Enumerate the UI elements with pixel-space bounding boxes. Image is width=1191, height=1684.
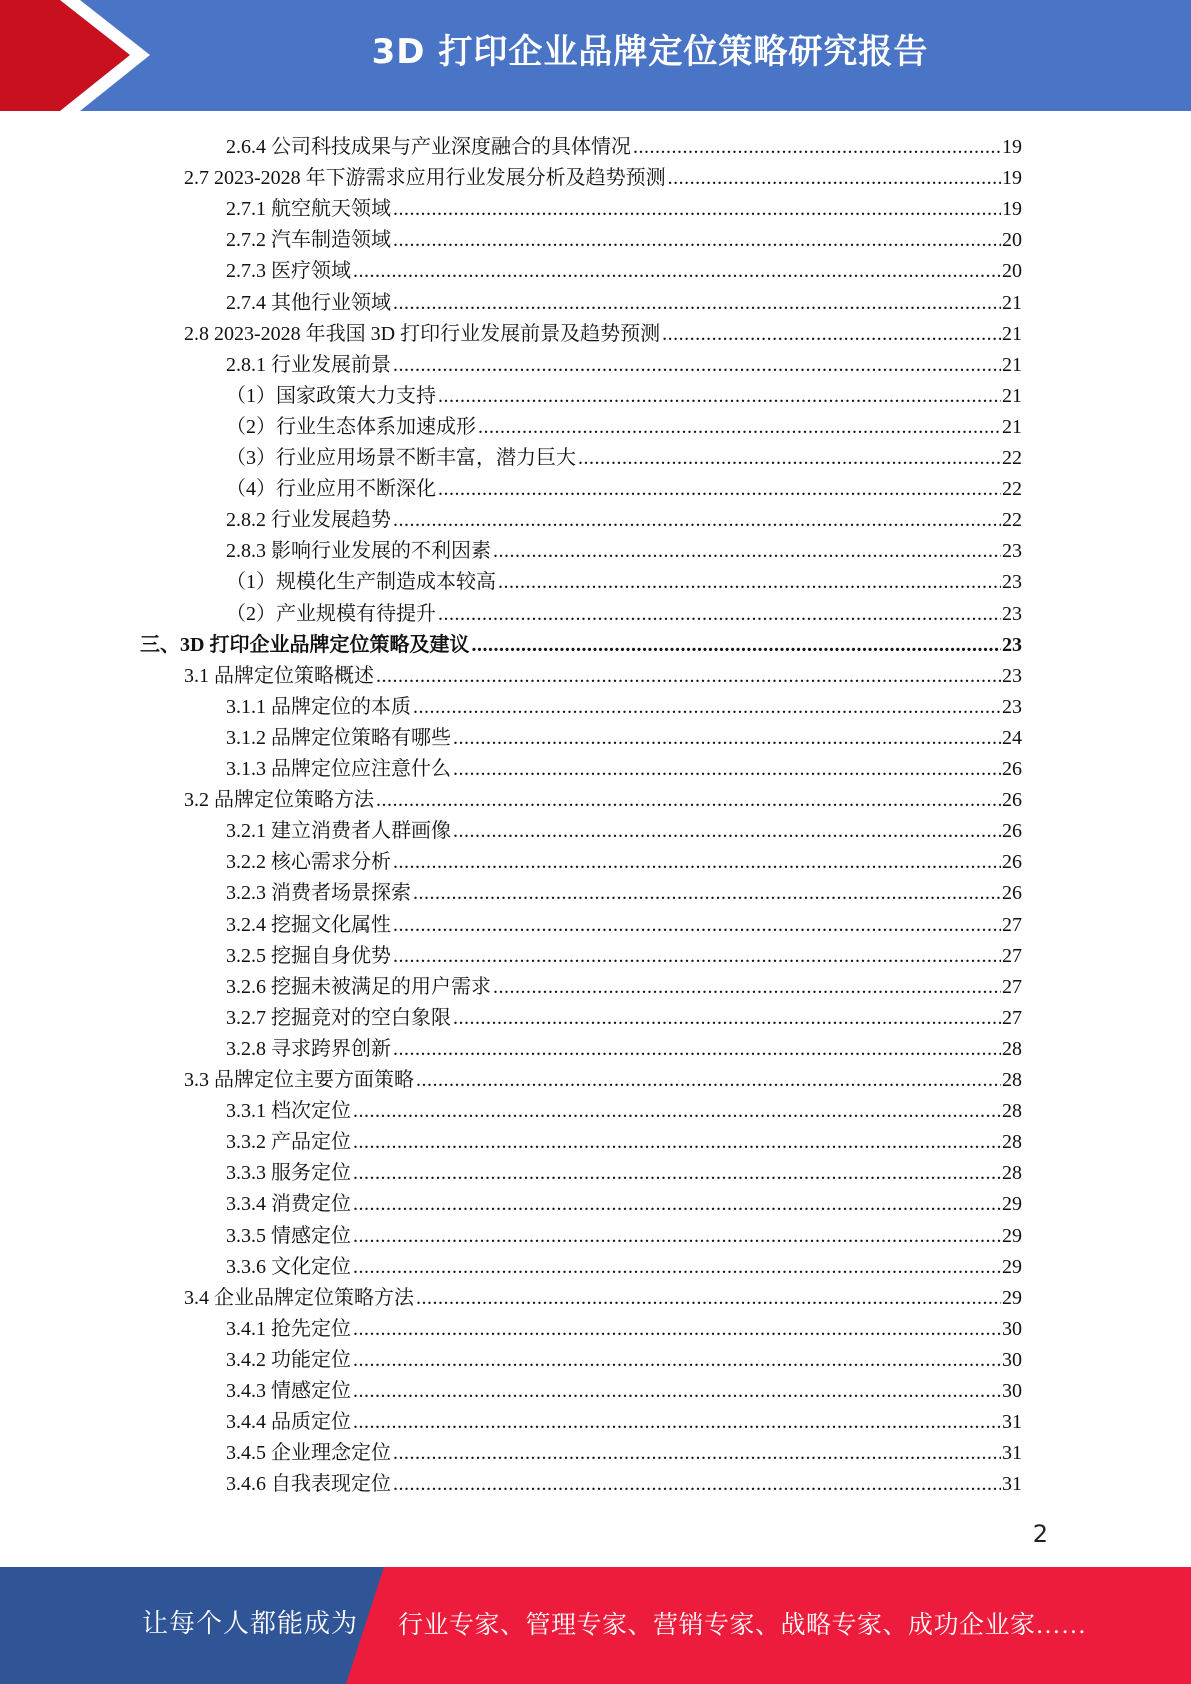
toc-entry-page: 23 bbox=[1002, 633, 1022, 656]
toc-entry-label: 3.2.2 核心需求分析 bbox=[226, 851, 391, 874]
toc-entry-page: 31 bbox=[1002, 1473, 1022, 1496]
toc-entry-page: 23 bbox=[1002, 540, 1022, 563]
toc-dot-leader bbox=[438, 477, 1001, 501]
toc-dot-leader bbox=[393, 1441, 1001, 1465]
toc-entry-label: （1）规模化生产制造成本较高 bbox=[226, 571, 496, 594]
toc-dot-leader bbox=[353, 1255, 1001, 1279]
toc-dot-leader bbox=[376, 664, 1001, 688]
toc-dot-leader bbox=[453, 726, 1001, 750]
toc-entry[interactable] bbox=[226, 1185, 1022, 1216]
toc-entry-page: 20 bbox=[1002, 260, 1022, 283]
toc-entry[interactable] bbox=[226, 999, 1022, 1030]
toc-entry-label: 3.1.2 品牌定位策略有哪些 bbox=[226, 726, 451, 749]
toc-entry[interactable] bbox=[226, 439, 1022, 470]
toc-entry-label: （4）行业应用不断深化 bbox=[226, 478, 436, 501]
toc-entry[interactable] bbox=[226, 1248, 1022, 1279]
toc-entry-page: 27 bbox=[1002, 975, 1022, 998]
toc-entry-page: 27 bbox=[1002, 1006, 1022, 1029]
toc-entry[interactable] bbox=[226, 968, 1022, 999]
toc-entry-page: 30 bbox=[1002, 1348, 1022, 1371]
toc-entry-page: 26 bbox=[1002, 882, 1022, 905]
toc-dot-leader bbox=[353, 1224, 1001, 1248]
toc-entry-label: 3.2.5 挖掘自身优势 bbox=[226, 944, 391, 967]
toc-entry[interactable] bbox=[184, 657, 1022, 688]
toc-entry-label: 3.4.2 功能定位 bbox=[226, 1348, 351, 1371]
toc-entry[interactable] bbox=[226, 252, 1022, 283]
toc-entry[interactable] bbox=[226, 284, 1022, 315]
toc-entry-page: 29 bbox=[1002, 1224, 1022, 1247]
toc-entry[interactable] bbox=[226, 812, 1022, 843]
toc-entry-label: 2.7.1 航空航天领域 bbox=[226, 198, 391, 221]
toc-entry[interactable] bbox=[226, 377, 1022, 408]
toc-entry-page: 29 bbox=[1002, 1193, 1022, 1216]
toc-entry-page: 27 bbox=[1002, 913, 1022, 936]
toc-entry[interactable] bbox=[184, 159, 1022, 190]
toc-dot-leader bbox=[376, 788, 1001, 812]
toc-dot-leader bbox=[393, 291, 1001, 315]
toc-entry-page: 31 bbox=[1002, 1442, 1022, 1465]
toc-dot-leader bbox=[578, 446, 1001, 470]
toc-dot-leader bbox=[353, 1379, 1001, 1403]
toc-entry-label: 3.2.6 挖掘未被满足的用户需求 bbox=[226, 975, 491, 998]
page-number: 2 bbox=[1032, 1520, 1048, 1548]
toc-dot-leader bbox=[353, 1317, 1001, 1341]
toc-dot-leader bbox=[353, 1192, 1001, 1216]
toc-dot-leader bbox=[438, 384, 1001, 408]
toc-entry-page: 21 bbox=[1002, 384, 1022, 407]
toc-entry-label: 3.2.4 挖掘文化属性 bbox=[226, 913, 391, 936]
toc-entry-label: 3.4.1 抢先定位 bbox=[226, 1317, 351, 1340]
toc-entry-label: 3.3 品牌定位主要方面策略 bbox=[184, 1069, 414, 1091]
toc-entry[interactable] bbox=[226, 1372, 1022, 1403]
toc-entry-page: 21 bbox=[1002, 415, 1022, 438]
toc-entry-label: 3.2.3 消费者场景探索 bbox=[226, 882, 411, 905]
toc-entry[interactable] bbox=[184, 315, 1022, 346]
toc-entry-page: 19 bbox=[1002, 198, 1022, 221]
toc-entry[interactable] bbox=[226, 346, 1022, 377]
toc-entry-page: 19 bbox=[1002, 167, 1022, 190]
toc-entry-page: 28 bbox=[1002, 1131, 1022, 1154]
toc-dot-leader bbox=[353, 1410, 1001, 1434]
toc-entry-label: 2.6.4 公司科技成果与产业深度融合的具体情况 bbox=[226, 136, 631, 158]
toc-entry[interactable] bbox=[226, 1465, 1022, 1496]
toc-entry[interactable] bbox=[226, 1310, 1022, 1341]
toc-entry-page: 29 bbox=[1002, 1255, 1022, 1278]
toc-dot-leader bbox=[353, 1099, 1001, 1123]
toc-entry-label: 2.7.2 汽车制造领域 bbox=[226, 229, 391, 252]
toc-entry-label: 3.4.6 自我表现定位 bbox=[226, 1473, 391, 1496]
toc-entry-page: 21 bbox=[1002, 291, 1022, 314]
header-arrow-decoration bbox=[0, 0, 160, 111]
toc-entry-label: （3）行业应用场景不断丰富，潜力巨大 bbox=[226, 447, 576, 469]
toc-dot-leader bbox=[353, 1348, 1001, 1372]
toc-entry-page: 23 bbox=[1002, 695, 1022, 718]
toc-dot-leader bbox=[493, 539, 1001, 563]
toc-entry-label: 3.2.8 寻求跨界创新 bbox=[226, 1037, 391, 1060]
toc-entry[interactable] bbox=[226, 1403, 1022, 1434]
toc-entry[interactable] bbox=[226, 1154, 1022, 1185]
toc-dot-leader bbox=[393, 508, 1001, 532]
toc-entry-label: 3.2 品牌定位策略方法 bbox=[184, 789, 374, 812]
toc-entry[interactable] bbox=[226, 1341, 1022, 1372]
toc-dot-leader bbox=[393, 944, 1001, 968]
toc-entry-label: 3.3.6 文化定位 bbox=[226, 1255, 351, 1278]
toc-dot-leader bbox=[393, 197, 1001, 221]
toc-entry-page: 28 bbox=[1002, 1100, 1022, 1123]
toc-entry-label: 3.1.3 品牌定位应注意什么 bbox=[226, 758, 451, 780]
toc-entry-page: 29 bbox=[1002, 1286, 1022, 1309]
toc-entry-page: 23 bbox=[1002, 602, 1022, 625]
toc-entry-label: （2）行业生态体系加速成形 bbox=[226, 415, 476, 438]
toc-dot-leader bbox=[471, 633, 1001, 657]
toc-entry[interactable] bbox=[226, 1092, 1022, 1123]
report-title: 3D 打印企业品牌定位策略研究报告 bbox=[371, 32, 929, 72]
toc-entry[interactable] bbox=[226, 843, 1022, 874]
toc-entry[interactable] bbox=[226, 190, 1022, 221]
toc-dot-leader bbox=[393, 913, 1001, 937]
toc-dot-leader bbox=[493, 975, 1001, 999]
toc-entry-page: 31 bbox=[1002, 1411, 1022, 1434]
toc-entry[interactable] bbox=[226, 1434, 1022, 1465]
toc-entry-label: 2.8.3 影响行业发展的不利因素 bbox=[226, 540, 491, 563]
toc-entry-label: 三、3D 打印企业品牌定位策略及建议 bbox=[140, 633, 470, 656]
toc-entry[interactable] bbox=[184, 1279, 1022, 1310]
toc-entry-label: 3.1 品牌定位策略概述 bbox=[184, 664, 374, 687]
toc-entry-label: 3.4 企业品牌定位策略方法 bbox=[184, 1286, 414, 1309]
toc-chapter-entry[interactable] bbox=[140, 626, 1022, 657]
toc-entry[interactable] bbox=[226, 688, 1022, 719]
toc-dot-leader bbox=[416, 1068, 1001, 1092]
toc-entry-page: 24 bbox=[1002, 726, 1022, 749]
toc-entry-page: 27 bbox=[1002, 944, 1022, 967]
toc-entry-label: 3.2.7 挖掘竞对的空白象限 bbox=[226, 1006, 451, 1029]
toc-entry[interactable] bbox=[226, 563, 1022, 594]
toc-dot-leader bbox=[478, 415, 1001, 439]
toc-entry-page: 21 bbox=[1002, 353, 1022, 376]
toc-entry-label: 3.3.3 服务定位 bbox=[226, 1162, 351, 1185]
footer-slogan-right: 行业专家、管理专家、营销专家、战略专家、成功企业家…… bbox=[398, 1612, 1087, 1639]
toc-entry-label: 3.4.3 情感定位 bbox=[226, 1380, 351, 1402]
toc-entry-label: 2.7.3 医疗领域 bbox=[226, 260, 351, 283]
toc-entry-label: 3.3.4 消费定位 bbox=[226, 1193, 351, 1216]
toc-entry[interactable] bbox=[226, 874, 1022, 905]
toc-entry-page: 22 bbox=[1002, 447, 1022, 469]
toc-dot-leader bbox=[413, 881, 1001, 905]
footer-slogan-left: 让每个人都能成为 bbox=[142, 1609, 359, 1638]
toc-entry[interactable] bbox=[226, 128, 1022, 159]
toc-entry-page: 23 bbox=[1002, 664, 1022, 687]
toc-entry-label: 2.8.1 行业发展前景 bbox=[226, 353, 391, 376]
toc-entry[interactable] bbox=[226, 221, 1022, 252]
toc-dot-leader bbox=[633, 135, 1001, 159]
toc-dot-leader bbox=[453, 1006, 1001, 1030]
toc-entry[interactable] bbox=[226, 532, 1022, 563]
toc-dot-leader bbox=[416, 1286, 1001, 1310]
toc-dot-leader bbox=[498, 570, 1001, 594]
toc-entry[interactable] bbox=[226, 750, 1022, 781]
toc-entry-label: 3.1.1 品牌定位的本质 bbox=[226, 695, 411, 718]
toc-entry-label: 2.7.4 其他行业领域 bbox=[226, 291, 391, 314]
toc-entry[interactable] bbox=[184, 1061, 1022, 1092]
toc-dot-leader bbox=[353, 259, 1001, 283]
toc-entry-page: 20 bbox=[1002, 229, 1022, 252]
toc-entry-page: 30 bbox=[1002, 1317, 1022, 1340]
toc-entry-label: （1）国家政策大力支持 bbox=[226, 384, 436, 407]
report-header bbox=[0, 0, 1191, 111]
toc-entry-page: 22 bbox=[1002, 509, 1022, 532]
toc-entry-label: 3.3.1 档次定位 bbox=[226, 1100, 351, 1123]
toc-entry-page: 28 bbox=[1002, 1162, 1022, 1185]
toc-entry[interactable] bbox=[226, 906, 1022, 937]
toc-entry[interactable] bbox=[226, 408, 1022, 439]
toc-entry[interactable] bbox=[226, 595, 1022, 626]
toc-dot-leader bbox=[393, 850, 1001, 874]
toc-dot-leader bbox=[393, 1037, 1001, 1061]
toc-dot-leader bbox=[438, 602, 1001, 626]
toc-entry[interactable] bbox=[226, 719, 1022, 750]
toc-entry-page: 26 bbox=[1002, 851, 1022, 874]
toc-entry[interactable] bbox=[184, 781, 1022, 812]
toc-entry-label: 3.4.5 企业理念定位 bbox=[226, 1442, 391, 1465]
toc-dot-leader bbox=[393, 228, 1001, 252]
toc-dot-leader bbox=[662, 322, 1001, 346]
toc-entry-page: 30 bbox=[1002, 1380, 1022, 1402]
toc-dot-leader bbox=[453, 819, 1001, 843]
toc-entry-label: 3.3.5 情感定位 bbox=[226, 1224, 351, 1247]
toc-dot-leader bbox=[353, 1161, 1001, 1185]
report-footer bbox=[0, 1567, 1191, 1684]
toc-dot-leader bbox=[353, 1130, 1001, 1154]
toc-entry[interactable] bbox=[226, 501, 1022, 532]
toc-entry-page: 23 bbox=[1002, 571, 1022, 594]
toc-entry[interactable] bbox=[226, 1217, 1022, 1248]
toc-entry[interactable] bbox=[226, 470, 1022, 501]
toc-entry-page: 21 bbox=[1002, 322, 1022, 345]
toc-entry-label: 3.2.1 建立消费者人群画像 bbox=[226, 820, 451, 843]
toc-dot-leader bbox=[453, 757, 1001, 781]
toc-entry[interactable] bbox=[226, 1123, 1022, 1154]
toc-entry-label: 2.7 2023-2028 年下游需求应用行业发展分析及趋势预测 bbox=[184, 167, 666, 190]
toc-entry-label: 3.3.2 产品定位 bbox=[226, 1131, 351, 1154]
toc-entry-label: 3.4.4 品质定位 bbox=[226, 1411, 351, 1434]
toc-dot-leader bbox=[393, 353, 1001, 377]
toc-entry[interactable] bbox=[226, 937, 1022, 968]
toc-entry-page: 26 bbox=[1002, 820, 1022, 843]
toc-entry-page: 28 bbox=[1002, 1037, 1022, 1060]
toc-entry-label: 2.8.2 行业发展趋势 bbox=[226, 509, 391, 532]
toc-dot-leader bbox=[668, 166, 1001, 190]
toc-entry-page: 26 bbox=[1002, 789, 1022, 812]
toc-dot-leader bbox=[393, 1472, 1001, 1496]
toc-entry-page: 22 bbox=[1002, 478, 1022, 501]
toc-entry-label: （2）产业规模有待提升 bbox=[226, 602, 436, 625]
toc-entry-page: 26 bbox=[1002, 758, 1022, 780]
toc-dot-leader bbox=[413, 695, 1001, 719]
toc-entry[interactable] bbox=[226, 1030, 1022, 1061]
toc-entry-page: 19 bbox=[1002, 136, 1022, 158]
toc-entry-label: 2.8 2023-2028 年我国 3D 打印行业发展前景及趋势预测 bbox=[184, 322, 661, 345]
toc-entry-page: 28 bbox=[1002, 1069, 1022, 1091]
